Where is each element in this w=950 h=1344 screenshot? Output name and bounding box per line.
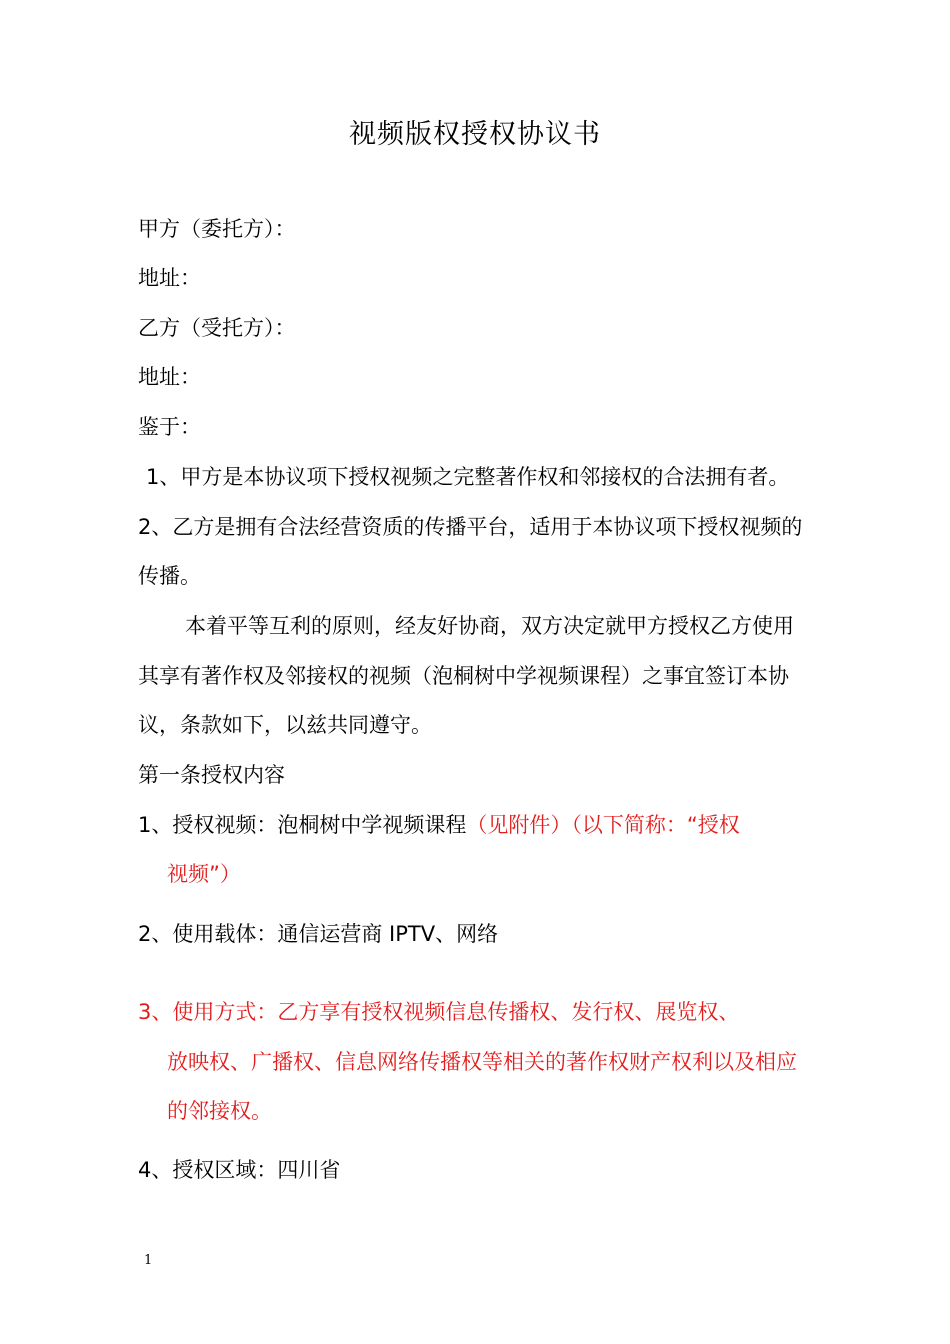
preamble-line-2: 其享有著作权及邻接权的视频（泡桐树中学视频课程）之事宜签订本协 [138,664,789,688]
document-title: 视频版权授权协议书 [349,119,601,150]
item-1-red-text: （见附件）（以下简称：“授权 [466,813,740,837]
item-1-prefix: 1、授权视频：泡桐树中学视频课程 [138,813,467,837]
item-3-line-3: 的邻接权。 [167,1099,272,1123]
whereas-clause-1: 1、甲方是本协议项下授权视频之完整著作权和邻接权的合法拥有者。 [146,465,790,489]
preamble-line-1: 本着平等互利的原则，经友好协商，双方决定就甲方授权乙方使用 [185,614,794,638]
party-a-address-label: 地址： [138,266,201,290]
whereas-clause-2-line-2: 传播。 [138,564,201,588]
whereas-clause-2-line-1: 2、乙方是拥有合法经营资质的传播平台，适用于本协议项下授权视频的 [138,515,803,539]
item-1-line-2: 视频”） [167,862,241,886]
party-b-address-label: 地址： [138,365,201,389]
item-1-line-1 [138,810,740,840]
whereas-heading: 鉴于： [138,415,201,439]
party-b-label: 乙方（受托方）： [138,316,296,340]
item-4: 4、授权区域：四川省 [138,1158,341,1182]
item-2: 2、使用载体：通信运营商 IPTV、网络 [138,922,499,946]
preamble-line-3: 议，条款如下，以兹共同遵守。 [138,713,432,737]
party-a-label: 甲方（委托方）： [138,217,296,241]
article-1-heading: 第一条授权内容 [138,763,285,787]
item-3-line-1: 3、使用方式：乙方享有授权视频信息传播权、发行权、展览权、 [138,1000,740,1024]
page-number: 1 [144,1253,153,1268]
item-3-line-2: 放映权、广播权、信息网络传播权等相关的著作权财产权利以及相应 [167,1050,797,1074]
